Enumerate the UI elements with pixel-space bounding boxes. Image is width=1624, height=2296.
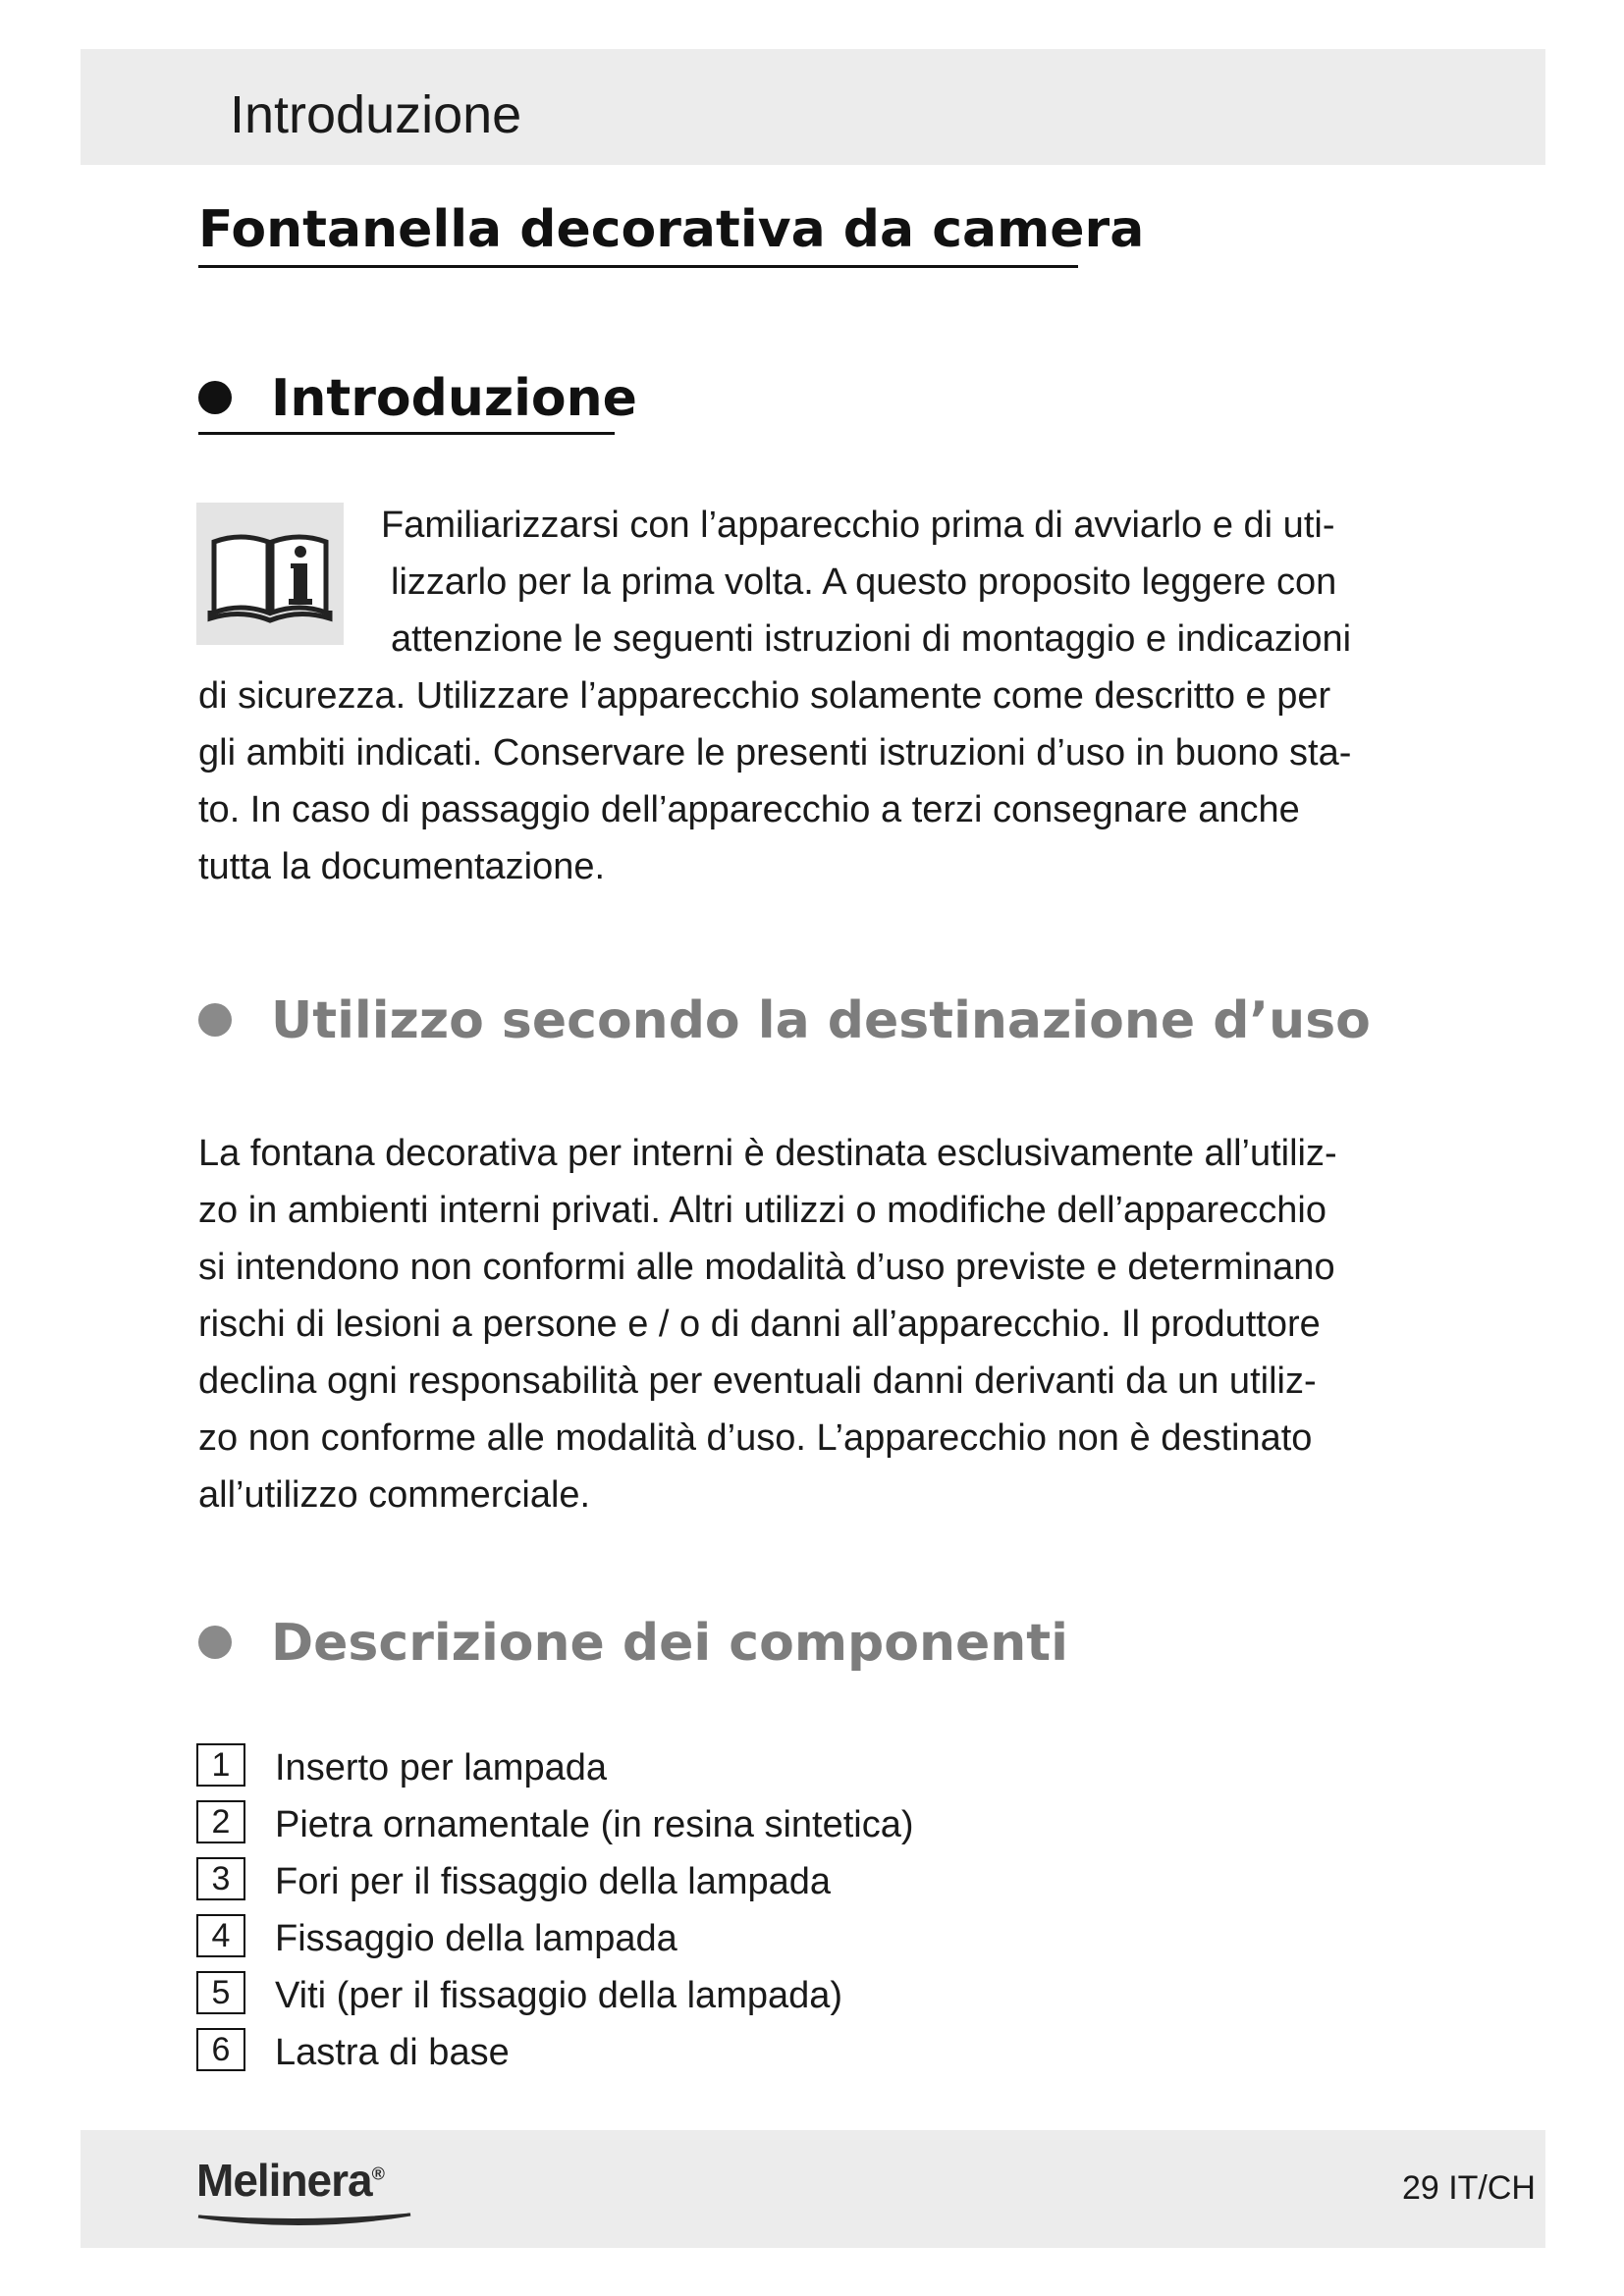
logo-swoosh-icon: [196, 2211, 412, 2230]
component-label: Lastra di base: [275, 2032, 510, 2073]
document-title: Fontanella decorativa da camera: [198, 200, 1078, 268]
section-heading-intro: [198, 369, 637, 435]
intro-line: Familiarizzarsi con l’apparecchio prima di avviarlo e di uti-: [381, 505, 1335, 546]
component-number: 5: [196, 1971, 245, 2014]
section-heading-intro-text: Introduzione: [271, 369, 637, 428]
bullet-icon: [198, 1626, 232, 1659]
use-line: zo in ambienti interni privati. Altri utilizzi o modifiche dell’apparecchio: [198, 1190, 1326, 1231]
section-heading-use-text: Utilizzo secondo la destinazione d’uso: [271, 991, 1371, 1050]
section-heading-use: [198, 991, 1371, 1050]
use-line: rischi di lesioni a persone e / o di danni all’apparecchio. Il produttore: [198, 1304, 1321, 1345]
component-label: Viti (per il fissaggio della lampada): [275, 1975, 843, 2016]
component-label: Inserto per lampada: [275, 1747, 607, 1789]
info-book-icon: [196, 503, 344, 645]
intro-line: lizzarlo per la prima volta. A questo proposito leggere con: [391, 561, 1337, 603]
component-number: 3: [196, 1857, 245, 1900]
header-band: [81, 49, 1545, 165]
brand-name: Melinera: [196, 2155, 372, 2206]
component-label: Fori per il fissaggio della lampada: [275, 1861, 832, 1902]
brand-logo: [196, 2154, 384, 2207]
use-line: zo non conforme alle modalità d’uso. L’apparecchio non è destinato: [198, 1417, 1313, 1459]
component-label: Fissaggio della lampada: [275, 1918, 677, 1959]
brand-mark: ®: [371, 2163, 384, 2184]
intro-line: to. In caso di passaggio dell’apparecchio a terzi consegnare anche: [198, 789, 1300, 830]
page-number: 29 IT/CH: [1401, 2169, 1536, 2207]
intro-line: attenzione le seguenti istruzioni di montaggio e indicazioni: [391, 618, 1352, 660]
intro-line: di sicurezza. Utilizzare l’apparecchio solamente come descritto e per: [198, 675, 1331, 717]
footer-band: [81, 2130, 1545, 2248]
bullet-icon: [198, 1003, 232, 1037]
component-number: 4: [196, 1914, 245, 1957]
use-line: si intendono non conformi alle modalità d’uso previste e determinano: [198, 1247, 1335, 1288]
use-line: declina ogni responsabilità per eventuali danni derivanti da un utiliz-: [198, 1361, 1317, 1402]
use-paragraph: [198, 1125, 1337, 1523]
intro-line: tutta la documentazione.: [198, 846, 606, 887]
intro-line: gli ambiti indicati. Conservare le presenti istruzioni d’uso in buono sta-: [198, 732, 1352, 774]
component-label: Pietra ornamentale (in resina sintetica): [275, 1804, 914, 1845]
bullet-icon: [198, 381, 232, 414]
use-line: La fontana decorativa per interni è destinata esclusivamente all’utiliz-: [198, 1133, 1337, 1174]
header-title: Introduzione: [230, 85, 522, 144]
use-line: all’utilizzo commerciale.: [198, 1474, 591, 1516]
component-number: 2: [196, 1800, 245, 1843]
component-number: 6: [196, 2028, 245, 2071]
section-heading-components: [198, 1614, 1068, 1673]
component-number: 1: [196, 1743, 245, 1787]
section-heading-components-text: Descrizione dei componenti: [271, 1614, 1068, 1673]
